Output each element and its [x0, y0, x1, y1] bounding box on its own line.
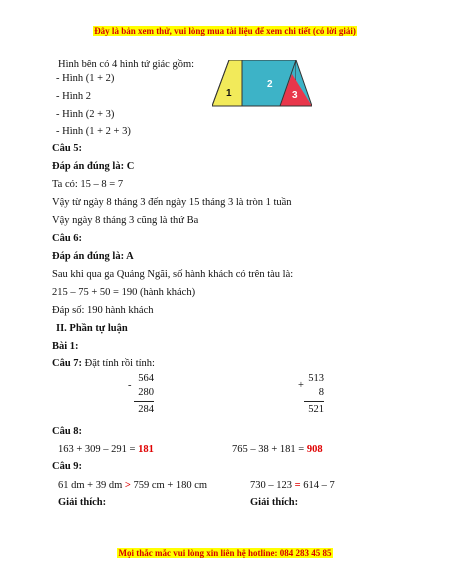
q6-line: Sau khi qua ga Quảng Ngãi, số hành khách có trên tàu là:	[52, 269, 294, 280]
bai-title: Bài 1:	[52, 341, 79, 352]
sub-result: 284	[138, 404, 154, 415]
intro-item: - Hình (2 + 3)	[56, 109, 115, 120]
q8-right: 765 – 38 + 181 = 908	[232, 444, 323, 455]
intro-item: - Hình 2	[56, 91, 91, 102]
figure-label-1: 1	[226, 88, 232, 99]
q8-title: Câu 8:	[52, 426, 83, 437]
figure-label-2: 2	[267, 79, 273, 90]
sub-operator: -	[128, 380, 132, 391]
quadrilateral-figure	[212, 60, 312, 110]
q9-explain-left: Giải thích:	[58, 497, 107, 508]
preview-notice: Đây là bản xem thử, vui lòng mua tài liệu để xem chi tiết (có lời giải)	[94, 26, 356, 36]
add-operand-b: 8	[318, 387, 324, 398]
q9-left: 61 dm + 39 dm > 759 cm + 180 cm	[58, 480, 208, 491]
q6-line: 215 – 75 + 50 = 190 (hành khách)	[52, 287, 196, 298]
sub-operand-b: 280	[138, 387, 154, 398]
sub-operand-a: 564	[138, 373, 154, 384]
add-operator: +	[298, 380, 304, 391]
q6-line: Đáp số: 190 hành khách	[52, 305, 154, 316]
q9-right: 730 – 123 = 614 – 7	[250, 480, 335, 491]
q6-answer: Đáp án đúng là: A	[52, 251, 134, 262]
subtraction-calc	[134, 372, 154, 417]
add-result: 521	[308, 404, 324, 415]
figure-label-3: 3	[292, 90, 298, 101]
q6-title: Câu 6:	[52, 233, 83, 244]
q5-line: Vậy ngày 8 tháng 3 cũng là thứ Ba	[52, 215, 199, 226]
intro-item: - Hình (1 + 2)	[56, 73, 115, 84]
figure-part-1	[212, 60, 242, 106]
q5-line: Vậy từ ngày 8 tháng 3 đến ngày 15 tháng 3 là tròn 1 tuần	[52, 197, 292, 208]
section-title: II. Phần tự luận	[56, 323, 128, 334]
intro-lead: Hình bên có 4 hình tứ giác gồm:	[58, 59, 195, 70]
q5-line: Ta có: 15 – 8 = 7	[52, 179, 124, 190]
add-operand-a: 513	[308, 373, 324, 384]
q5-answer: Đáp án đúng là: C	[52, 161, 135, 172]
addition-calc	[304, 372, 324, 417]
q7-heading: Câu 7: Đặt tính rồi tính:	[52, 358, 155, 369]
q8-left: 163 + 309 – 291 = 181	[58, 444, 154, 455]
hotline-footer: Mọi thắc mắc vui lòng xin liên hệ hotline: 084 283 45 85	[118, 548, 332, 558]
intro-item: - Hình (1 + 2 + 3)	[56, 126, 131, 137]
q9-title: Câu 9:	[52, 461, 83, 472]
q5-title: Câu 5:	[52, 143, 83, 154]
q9-explain-right: Giải thích:	[250, 497, 299, 508]
